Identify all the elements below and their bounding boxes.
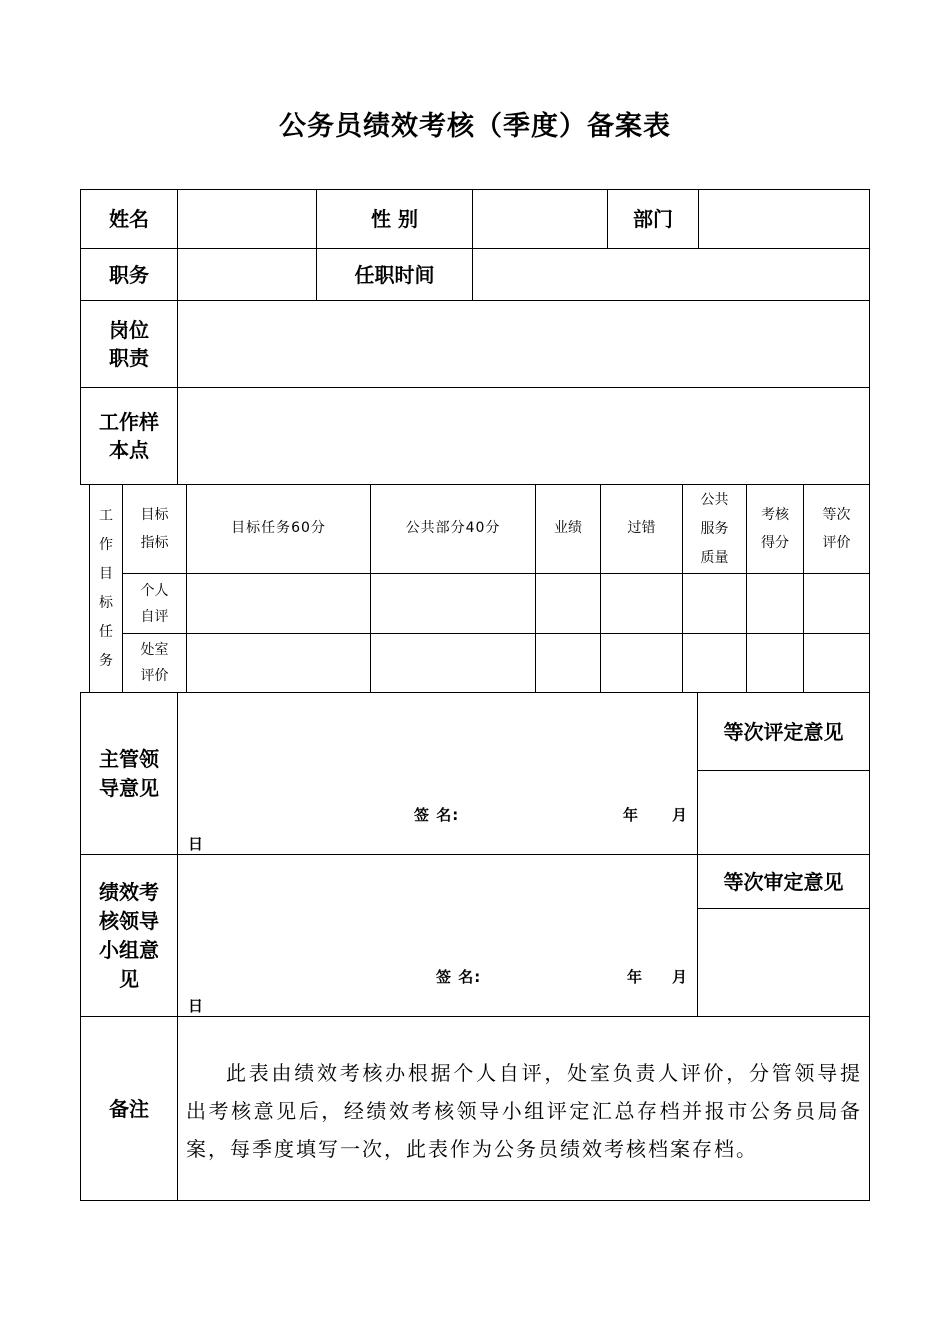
supervisor-opinion-label: 主管领导意见	[99, 746, 159, 800]
faults-header: 过错	[627, 520, 656, 537]
committee-opinion-cell	[81, 855, 177, 1016]
committee-sign-label: 签 名:	[436, 968, 482, 986]
grade-evaluation-cell	[804, 485, 869, 573]
grade-review-opinion-field[interactable]	[698, 909, 869, 1016]
office-score-field[interactable]	[747, 634, 803, 692]
duties-field[interactable]	[178, 301, 869, 387]
supervisor-opinion-cell	[81, 693, 177, 854]
duties-label-cell	[81, 301, 177, 387]
self-target-task-field[interactable]	[187, 574, 370, 633]
office-service-quality-field[interactable]	[683, 634, 746, 692]
office-evaluation-label: 处室评价	[140, 642, 169, 684]
self-score-field[interactable]	[747, 574, 803, 633]
supervisor-opinion-field[interactable]	[178, 693, 697, 854]
work-target-task-label: 工作目标任务	[99, 507, 113, 669]
tenure-field[interactable]	[473, 249, 869, 300]
public-service-quality-header: 公共服务质量	[700, 491, 729, 566]
supervisor-sign-label: 签 名:	[414, 806, 460, 824]
self-performance-field[interactable]	[536, 574, 600, 633]
office-evaluation-cell	[123, 634, 186, 692]
self-grade-field[interactable]	[804, 574, 869, 633]
performance-header: 业绩	[554, 520, 582, 537]
supervisor-month-label: 月	[672, 806, 689, 824]
work-sample-label: 工作样本点	[99, 410, 159, 462]
office-target-task-field[interactable]	[187, 634, 370, 692]
committee-year-label: 年	[627, 968, 644, 986]
work-sample-label-cell	[81, 388, 177, 484]
department-label: 部门	[633, 207, 673, 231]
committee-day-label: 日	[188, 997, 205, 1015]
self-public-part-field[interactable]	[371, 574, 535, 633]
page-title: 公务员绩效考核（季度）备案表	[279, 111, 671, 142]
supervisor-day-label: 日	[188, 835, 205, 853]
gender-label: 性 别	[371, 207, 418, 231]
public-part-score-header: 公共部分40分	[405, 520, 501, 537]
public-service-quality-cell	[683, 485, 746, 573]
work-target-task-cell	[90, 485, 122, 692]
name-field[interactable]	[178, 190, 316, 248]
committee-opinion-field[interactable]	[178, 855, 697, 1016]
position-label: 职务	[109, 262, 149, 287]
assessment-score-cell	[747, 485, 803, 573]
remarks-text: 此表由绩效考核办根据个人自评，处室负责人评价，分管领导提出考核意见后，经绩效考核领导小组评定汇总存档并报市公务员局备案，每季度填写一次，此表作为公务员绩效考核档案存档。	[186, 1061, 862, 1161]
grade-review-opinion-label: 等次审定意见	[723, 869, 844, 894]
office-grade-field[interactable]	[804, 634, 869, 692]
tenure-label: 任职时间	[354, 262, 435, 287]
gender-field[interactable]	[473, 190, 607, 248]
committee-month-label: 月	[672, 968, 689, 986]
self-service-quality-field[interactable]	[683, 574, 746, 633]
target-indicator-label: 目标指标	[140, 507, 169, 551]
self-evaluation-label: 个人自评	[140, 582, 169, 625]
work-sample-field[interactable]	[178, 388, 869, 484]
target-task-score-header: 目标任务60分	[231, 520, 326, 537]
target-indicator-cell	[123, 485, 186, 573]
name-label: 姓名	[109, 207, 149, 231]
assessment-score-header: 考核得分	[761, 507, 789, 551]
office-faults-field[interactable]	[601, 634, 682, 692]
office-public-part-field[interactable]	[371, 634, 535, 692]
committee-opinion-label: 绩效考核领导小组意见	[99, 879, 159, 991]
duties-label: 岗位职责	[109, 318, 149, 370]
self-faults-field[interactable]	[601, 574, 682, 633]
grade-opinion-label: 等次评定意见	[723, 719, 844, 744]
self-evaluation-cell	[123, 574, 186, 633]
supervisor-year-label: 年	[623, 806, 640, 824]
department-field[interactable]	[699, 190, 869, 248]
remarks-label: 备注	[109, 1096, 149, 1121]
grade-evaluation-header: 等次评价	[822, 507, 851, 551]
position-field[interactable]	[178, 249, 316, 300]
office-performance-field[interactable]	[536, 634, 600, 692]
grade-opinion-field[interactable]	[698, 771, 869, 854]
